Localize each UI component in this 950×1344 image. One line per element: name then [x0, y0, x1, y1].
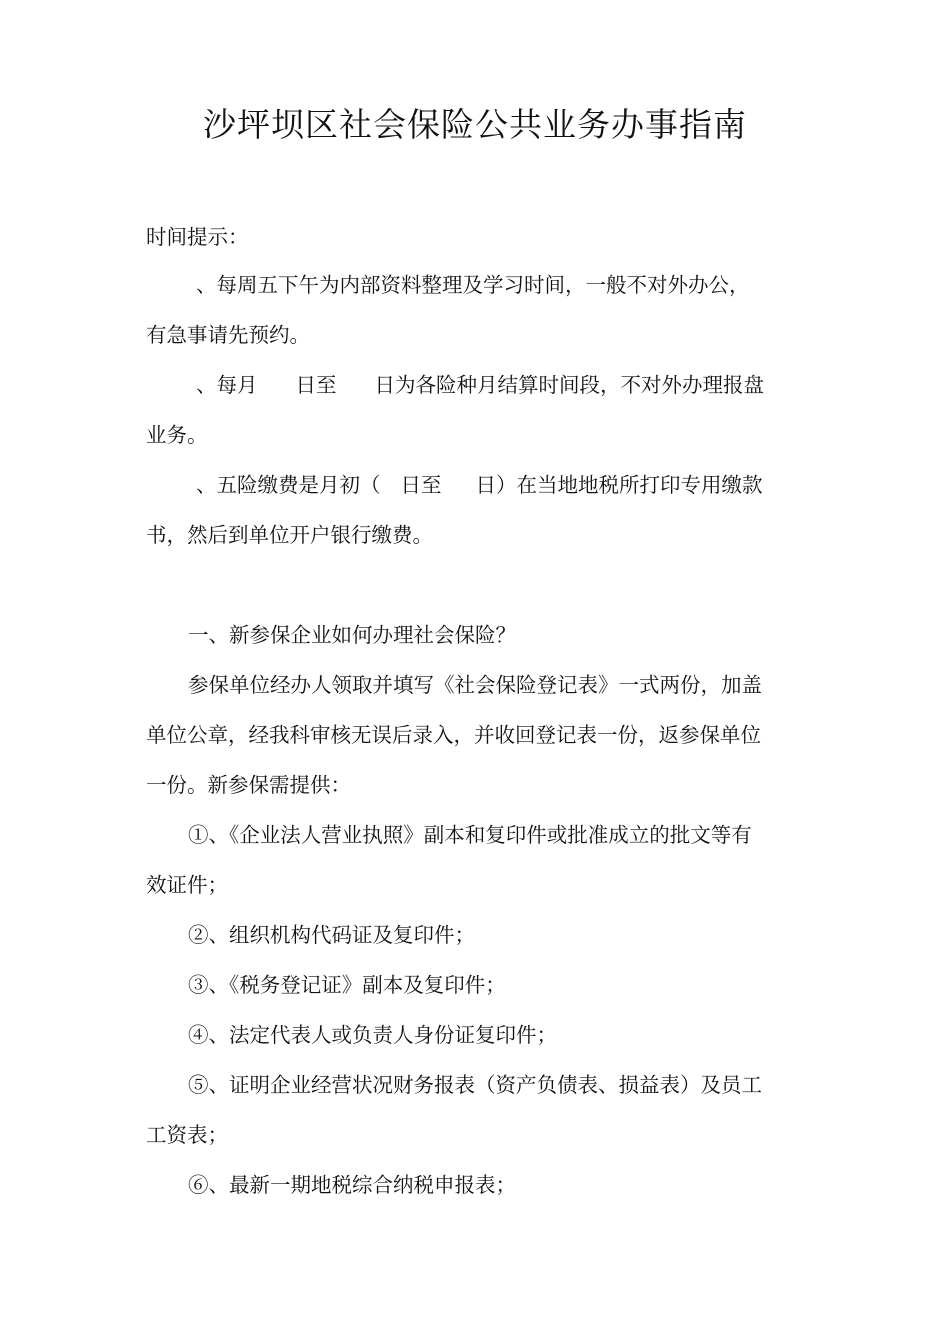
page-title: 沙坪坝区社会保险公共业务办事指南	[203, 105, 747, 144]
tip-2-line-2: 业务。	[146, 423, 208, 447]
tip-3-line-1	[196, 470, 763, 500]
tip-2-part-c: 日为各险种月结算时间段，不对外办理报盘	[374, 373, 764, 397]
tip-2-line-1	[196, 370, 764, 400]
tip-1-line-1: 、每周五下午为内部资料整理及学习时间，一般不对外办公，	[196, 273, 750, 297]
requirement-item-4: ④、法定代表人或负责人身份证复印件；	[188, 1023, 557, 1047]
tip-3-part-c: 日）在当地地税所打印专用缴款	[475, 473, 763, 497]
requirement-item-3: ③、《税务登记证》副本及复印件；	[188, 973, 506, 997]
section-1-para-line-1: 参保单位经办人领取并填写《社会保险登记表》一式两份，加盖	[188, 673, 762, 697]
tip-3-line-2: 书，然后到单位开户银行缴费。	[146, 523, 433, 547]
section-1-heading: 一、新参保企业如何办理社会保险？	[188, 623, 516, 647]
requirement-item-5-line-1: ⑤、证明企业经营状况财务报表（资产负债表、损益表）及员工	[188, 1073, 762, 1097]
section-1-para-line-3: 一份。新参保需提供：	[146, 773, 351, 797]
requirement-item-1-line-2: 效证件；	[146, 873, 228, 897]
requirement-item-6: ⑥、最新一期地税综合纳税申报表；	[188, 1173, 516, 1197]
tip-3-part-b: 日至	[400, 473, 442, 497]
requirement-item-2: ②、组织机构代码证及复印件；	[188, 923, 475, 947]
tip-2-part-b: 日至	[295, 373, 337, 397]
tip-1-line-2: 有急事请先预约。	[146, 323, 310, 347]
tip-2-part-a: 、每月	[196, 373, 258, 397]
tip-3-part-a: 、五险缴费是月初（	[196, 473, 381, 497]
requirement-item-1-line-1: ①、《企业法人营业执照》副本和复印件或批准成立的批文等有	[188, 823, 752, 847]
time-tips-heading: 时间提示：	[146, 225, 249, 249]
section-1-para-line-2: 单位公章，经我科审核无误后录入，并收回登记表一份，返参保单位	[146, 723, 761, 747]
requirement-item-5-line-2: 工资表；	[146, 1123, 228, 1147]
